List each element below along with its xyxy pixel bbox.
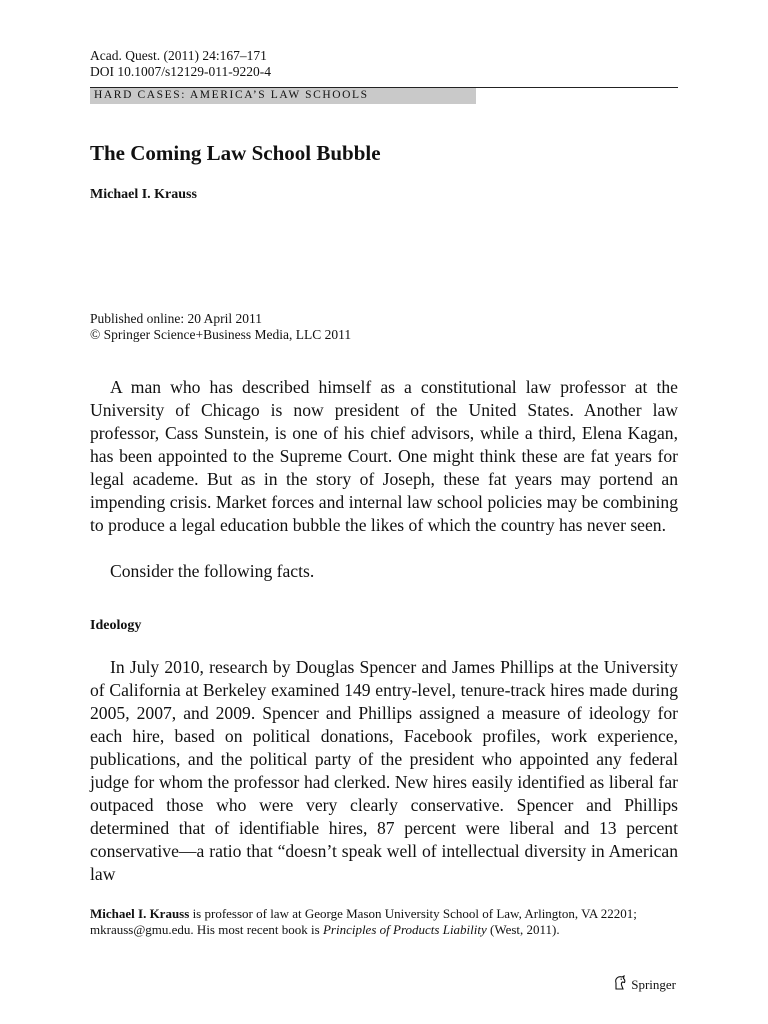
article-title: The Coming Law School Bubble [90,141,381,165]
author-footnote [90,906,680,938]
footnote-text: is professor of law at George Mason University School of Law, Arlington, VA 22201; mkrauss@gmu.edu. His most recent book is [90,906,637,937]
journal-citation: Acad. Quest. (2011) 24:167–171 [90,48,267,63]
published-date: Published online: 20 April 2011 [90,311,262,326]
footnote-author-name: Michael I. Krauss [90,906,190,921]
running-head: HARD CASES: AMERICA’S LAW SCHOOLS [94,89,369,101]
article-author: Michael I. Krauss [90,187,197,202]
publisher-mark [613,975,676,994]
publisher-name: Springer [631,976,676,992]
springer-horse-logo-icon [613,975,627,994]
section-heading-ideology: Ideology [90,618,142,633]
ideology-paragraph: In July 2010, research by Douglas Spencer and James Phillips at the University of California at Berkeley examined 149 entry-level, tenure-track hires made during 2005, 2007, and 2009. Spencer and Phillips assigned a measure of ideology for each hire, based on political donations, Facebook profiles, work experience, publications, and the political party of the president who appointed any federal judge for whom the professor had clerked. New hires easily identified as liberal far outpaced those who were very clearly conservative. Spencer and Phillips determined that of identifiable hires, 87 percent were liberal and 13 percent conservative—a ratio that “doesn’t speak well of intellectual diversity in American law [90,657,678,884]
footnote-text-end: (West, 2011). [486,922,560,937]
intro-paragraph: A man who has described himself as a constitutional law professor at the University of Chicago is now president of the United States. Another law professor, Cass Sunstein, is one of his chief advisors, while a third, Elena Kagan, has been appointed to the Supreme Court. One might think these are fat years for legal academe. But as in the story of Joseph, these fat years may portend an impending crisis. Market forces and internal law school policies may be combining to produce a legal education bubble the likes of which the country has never seen. [90,377,678,535]
copyright-notice: © Springer Science+Business Media, LLC 2011 [90,327,352,342]
running-head-rule [476,87,678,88]
doi: DOI 10.1007/s12129-011-9220-4 [90,64,271,79]
footnote-book-title: Principles of Products Liability [322,922,487,937]
consider-line: Consider the following facts. [110,561,315,581]
